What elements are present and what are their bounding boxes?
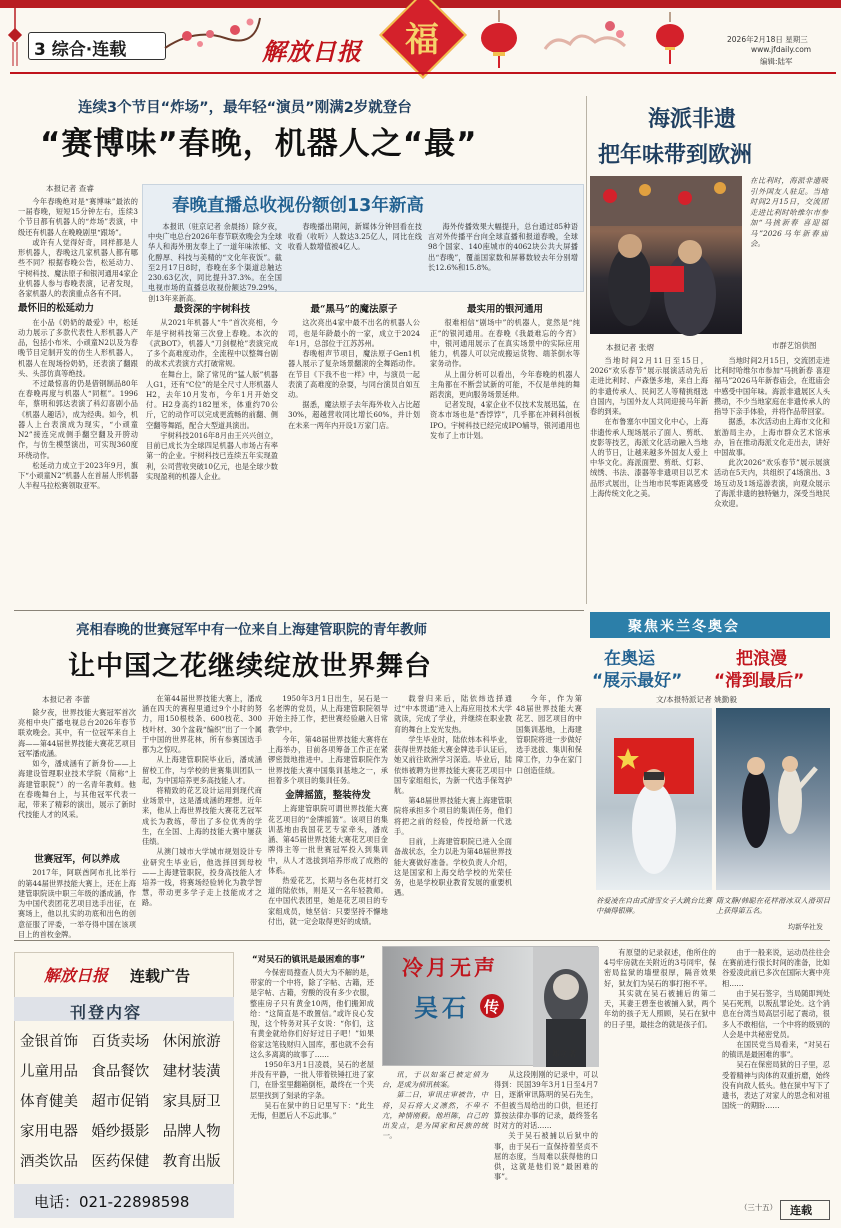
second-paragraph: 如今，潘成涵有了新身份——上海建设管理职业技术学院（简称“上海建管职院”）的一名青年教师。他在春晚舞台上，与其他冠军代表一起，带来了精彩的演出，展示了新时代技能人才的风采。 bbox=[18, 759, 136, 820]
second-byline: 本报记者 李蕾 bbox=[42, 695, 90, 704]
section-divider bbox=[14, 610, 584, 611]
haipai-title-1: 海派非遗 bbox=[648, 107, 737, 132]
serial-paragraph: 讯，于以如案已被定偵为台，是成为偵讯核案。 bbox=[382, 1070, 488, 1090]
second-paragraph: 目前，上海建管职院已进入全面备战状态，全力以赴为第48届世界技能大赛做好准备。学校负责人介绍，这是国家和上海交给学校的光荣任务，也是学校职业教育发展的重要机遇。 bbox=[394, 837, 512, 898]
haipai-paragraph: 当地时间2月11日至15日，2026“欢乐春节”展示展演活动先后走进比利时、卢森堡多地，来自上海的非遗传承人、民间艺人等精挑细选自国内，与国外友人共同迎接马年新春的到来。 bbox=[590, 356, 708, 417]
second-column-5 bbox=[516, 694, 582, 934]
serial-column-2 bbox=[382, 1070, 488, 1218]
serial-paragraph: 在国民党当局看来，“对吴石的镇讯是最困难的事”。 bbox=[722, 1039, 830, 1060]
ad-category: 食品餐饮 bbox=[91, 1064, 150, 1080]
column-rule bbox=[586, 96, 587, 604]
info-paragraph: 本报讯（驻京记者 余晨扬）除夕夜，中央广电总台2026年春节联欢晚会为全球华人和海外朋友奉上了一道年味浓郁、文化醇厚、科技与美精的“文化年夜饭”。截至2月17日8时，春晚在多个渠道总触达230.63亿次，同比提升37.3%。在全国电视市场的直播总收视份额达79.29%，创13年来新高。 bbox=[148, 222, 282, 303]
ad-category: 百货卖场 bbox=[91, 1034, 150, 1050]
serial-paragraph: 吴石在保密局狱的日子里，忍受着精神与肉体的双重折磨，始终没有向敌人低头。他在狱中写下了遗书，表达了对家人的思念和对祖国统一的期盼…… bbox=[722, 1060, 830, 1111]
second-paragraph: 除夕夜，世界技能大赛冠军首次亮相中央广播电视总台2026年春节联欢晚会。其中，有一位冠军来自上海——第44届世界技能大赛花艺项目冠军潘成涵。 bbox=[18, 708, 136, 758]
serial-column-1 bbox=[250, 968, 374, 1218]
info-paragraph: 海外传播效果大幅提升，总台通过85种语言对外传播平台向全球直播和报道春晚，全球98个国家、140座城市的4062块公共大屏播出“春晚”，覆盖国家数和屏幕数较去年分别增长12.6%和15.8%。 bbox=[428, 222, 578, 272]
masthead-divider bbox=[10, 72, 836, 74]
haipai-column-1 bbox=[590, 356, 708, 606]
lead-byline: 本报记者 查睿 bbox=[46, 184, 94, 193]
fu-character: 福 bbox=[405, 20, 439, 60]
haipai-column-2 bbox=[714, 356, 830, 606]
lead-paragraph: 在小品《奶奶的最爱》中，松延动力展示了多款代表性人形机器人产品，包括小布米、小顽童N2以及为春晚节目定制开发的仿生人形机器人，机器人在现场扮奶奶，还表演了翻跟头、头部仿真等绝技。 bbox=[18, 317, 138, 378]
lead-paragraph: 很难相信“剧场中”的机器人，竟然是“纯正”的银河通用。在春晚《我最难忘的今宵》中，银河通用展示了在真实场景中的实际应用能力，机器人可以完成搬运货物、端茶倒水等家务动作。 bbox=[430, 318, 580, 369]
serial-page-number: （三十五） bbox=[740, 1203, 777, 1212]
serial-paragraph: 1950年3月1日凌晨，吴石的老屋并没有平静，一批人带着铁锤扛进了家门，在卧室里翻箱倒柜，最终在一个夹层里找到了刻录的字条。 bbox=[250, 1059, 374, 1100]
serial-paragraph: 从这段刚刚的记录中，可以得到：民国39年3月1日至4月7日，逐渐审讯陈明的吴石先生，不但被当局给出的口供，但还打算按法律办事的记录，最终签名时对方的对话…… bbox=[494, 1070, 598, 1131]
ad-category: 酒类饮品 bbox=[20, 1154, 78, 1170]
haipai-paragraph: 当地时间2月15日，交流团走进比利时哈维尔市参加“马挑新春 喜迎福马”2026马年新春庙会，在逛庙会中感受中国年味。海派非遗展区人头攒动，不少当地家庭在非遗传承人的指导下亲手体验，并将作品带回家。 bbox=[714, 356, 830, 417]
subhead-mofa: 最“黑马”的魔法原子 bbox=[310, 304, 398, 315]
ad-title: 连载广告 bbox=[130, 967, 191, 985]
lead-column-4 bbox=[430, 300, 580, 605]
winter-photo-credit: 均新华社发 bbox=[788, 923, 823, 931]
second-paragraph: 载誉归来后，陆依炜选择通过“中本贯通”进入上海应用技术大学就读，完成了学业，并继续在职业教育的舞台上发光发热。 bbox=[394, 694, 512, 734]
serial-title-2: 吴石 bbox=[414, 994, 470, 1022]
second-kicker: 亮相春晚的世赛冠军中有一位来自上海建管职院的青年教师 bbox=[76, 622, 427, 638]
second-paragraph: 今年，第48届世界技能大赛将在上海举办，目前各项筹备工作正在紧锣密鼓地推进中。上海建管职院作为世界技能大赛中国集训基地之一，承担着多个项目的集训任务。 bbox=[268, 734, 388, 785]
knot-decoration-icon bbox=[8, 8, 22, 68]
lead-paragraph: 或许有人觉得好奇，同样都是人形机器人，春晚这几家机器人都有哪些不同？根据春晚公告，松延动力、宇树科技、魔法原子和银河通用4家企业机器人参与春晚表演，记者发现，各家机器人的表演重点各有不同。 bbox=[18, 237, 138, 298]
ad-category: 儿童用品 bbox=[20, 1064, 78, 1080]
lead-paragraph: 这次亮出4家中最不出名的机器人公司，也是年龄最小的一家，成立于2024年1月，总部位于江苏苏州。 bbox=[288, 318, 420, 348]
masthead bbox=[0, 0, 841, 78]
serial-paragraph: 关于吴石被捕以后狱中的事，由于吴石一直保持着坚贞不屈的态度，当局难以获得他的口供，这就是他们说“最困难的事”。 bbox=[494, 1131, 598, 1182]
editor-credit: 编辑:陆军 bbox=[760, 57, 793, 66]
second-paragraph: 从上海建管职院毕业后，潘成涵留校工作，与学校的世赛集训团队一起，为中国培养更多高技能人才。 bbox=[142, 755, 262, 785]
winter-caption-left: 谷爱凌在自由式滑雪女子大跳台比赛中摘得银牌。 bbox=[596, 896, 712, 916]
winter-photo-right bbox=[716, 708, 830, 890]
second-paragraph: 2017年，阿联酋阿布扎比举行的第44届世界技能大赛上，还在上海建管职院读中职三年级的潘成涵，作为中国代表团花艺项目选手出征，在赛场上，他以扎实的功底和出色的创意征服了评委，一举夺得中国在该项目上的首枚金牌。 bbox=[18, 868, 136, 939]
ad-category-grid bbox=[14, 1026, 234, 1196]
lead-paragraph: 松延动力成立于2023年9月，旗下“小顽童N2”机器人在首届人形机器人半程马拉松赛领取亚军。 bbox=[18, 460, 138, 491]
ad-category: 家具厨卫 bbox=[162, 1094, 221, 1110]
ad-category: 建材装潢 bbox=[162, 1064, 221, 1080]
lead-headline: “赛博味”春晚，机器人之“最” bbox=[40, 126, 478, 162]
info-box-col-2 bbox=[288, 222, 422, 288]
haipai-photo-credit: 市群艺馆供图 bbox=[772, 341, 817, 350]
page-label-text: 3 综合·连载 bbox=[34, 40, 127, 60]
ad-category: 体育健美 bbox=[20, 1094, 78, 1110]
second-column-1 bbox=[18, 708, 136, 850]
haipai-paragraph: 此次2026“欢乐春节”展示展演活动在5天内，共组织了4场演出、3场互动及1场巡游表演，向观众展示了海派非遗的独特魅力，深受当地民众欢迎。 bbox=[714, 458, 830, 509]
serial-title-1: 冷月无声 bbox=[402, 956, 498, 980]
lead-paragraph: 在舞台上，除了常见的“猛人版”机器人G1，还有“C位”的是全尺寸人形机器人H2，去年10月发布，今年1月开始交付。H2身高约182厘米，体重约70公斤，它的动作可以完成更流畅的前翻、侧空翻等舞蹈，配合大型道具演出。 bbox=[146, 369, 278, 430]
lead-paragraph: 不过最惊喜的仍是借钢制品80年在春晚再度与机器人“同框”。1996年，蔡明和郭达表演了科幻喜剧小品《机器人趣话》，成为经典。如今，机器人上台表演成为现实，“小顽童N2”接连完成侧手翻空翻及开胯动作，与仿生模型演出，可实现360度环绕动作。 bbox=[18, 378, 138, 460]
serial-quote-title: “对吴石的镇讯是最困难的事” bbox=[252, 955, 366, 965]
second-column-2 bbox=[142, 694, 262, 934]
second-paragraph: 第48届世界技能大赛上海建管职院将承担多个项目的集训任务，他们将把之前的经验，传授给新一代选手。 bbox=[394, 796, 512, 836]
subhead-shisai: 世赛冠军，何以养成 bbox=[34, 854, 120, 865]
haipai-photo-caption: 在比利时，海派非遗吸引外国友人驻足。当地时间2月15日，交流团走进比利时哈维尔市参加“马挑新春 喜迎福马”2026马年新春庙会。 bbox=[750, 176, 828, 249]
winter-banner-text: 聚焦米兰冬奥会 bbox=[628, 619, 740, 635]
serial-paragraph: 其实就在吴石被捕后的第二天，其妻王碧奎也被捕入狱，两个年幼的孩子无人照顾，吴石在狱中的日子里，最挂念的就是孩子们。 bbox=[604, 988, 716, 1029]
subhead-jinpai: 金牌摇篮，整装待发 bbox=[285, 789, 371, 801]
lead-paragraph: 从上面分析可以看出，今年春晚的机器人主角都在不断尝试新的可能，不仅是单纯的舞蹈表演，更向服务场景延伸。 bbox=[430, 369, 580, 400]
haipai-paragraph: 据悉，本次活动由上海市文化和旅游局主办，上海市群众艺术馆承办，旨在推动海派文化走出去，讲好中国故事。 bbox=[714, 417, 830, 457]
lead-column-1 bbox=[18, 197, 138, 605]
haipai-paragraph: 在布鲁塞尔中国文化中心，上海非遗传承人现场展示了面人、剪纸、皮影等技艺，海派文化活动融入当地人的节日，让越来越多外国友人爱上中华文化。海派面塑、剪纸、灯彩、绒绣、书法、漆器等非遗项目以艺术品形式展出，让当地市民零距离感受上海传统文化之美。 bbox=[590, 417, 708, 498]
winter-caption-right: 隋文静/韩聪在花样滑冰双人滑项目上获得第五名。 bbox=[716, 896, 830, 916]
ad-subtitle: 刊登内容 bbox=[70, 1003, 143, 1022]
winter-photo-left bbox=[596, 708, 712, 890]
cloud-decoration-icon bbox=[540, 14, 640, 64]
info-paragraph: 春晚播出期间，新媒体分钟回看在技收看（收听）人数达3.25亿人，同比在线收看人数增值被4亿人。 bbox=[288, 222, 422, 252]
ad-category: 金银首饰 bbox=[20, 1034, 78, 1050]
lead-column-3 bbox=[288, 300, 420, 605]
ad-category: 教育出版 bbox=[162, 1154, 221, 1170]
second-paragraph: 从澳门城市大学城市规划设计专业研究生毕业后，他选择回到母校——上海建管职院，投身高技能人才培养一线，将赛场经验转化为教学智慧，带动更多学子走上技能成才之路。 bbox=[142, 847, 262, 908]
winter-byline: 文/本报特派记者 姚勤毅 bbox=[656, 695, 737, 704]
footer-tag: 连载 bbox=[790, 1204, 812, 1217]
lantern-icon bbox=[650, 12, 690, 68]
serial-column-4 bbox=[604, 948, 716, 1218]
serial-paragraph: 吴石在狱中的日记里写下：“此生无悔，但愿后人不忘此事。” bbox=[250, 1100, 374, 1121]
subhead-songyan: 最怀旧的松延动力 bbox=[18, 303, 95, 315]
ad-category: 医药保健 bbox=[91, 1154, 150, 1170]
ad-category: 品牌人物 bbox=[162, 1124, 221, 1140]
info-box-col-3 bbox=[428, 222, 578, 288]
serial-paragraph: 今保密局搜查人员大为不解的是，带家的一个中将，除了字帖、古籍，还是字帖、古籍，穷酸的没有多少衣服，整座房子只有黄金10两，他们搬卸成给：“这简直是不敢置信。”或许良心发现，这个特务对其子女说：“你们，这有黄金就给你们好好过日子吧！”如果俗家这笔钱财归入国库，那也就不会有这么多离离的故事了…… bbox=[250, 968, 374, 1059]
second-column-1b bbox=[18, 850, 136, 939]
lantern-icon bbox=[474, 10, 524, 70]
haipai-photo bbox=[590, 176, 742, 334]
second-paragraph: 热爱花艺，长期与各色花材打交道的陆依炜，则是又一名年轻教师。在中国代表团里，她是花艺项目的专家组成员，她坚信：只要坚持不懈地付出，就一定会取得更好的成绩。 bbox=[268, 875, 388, 926]
lead-kicker: 连续3个节目“炸场”，最年轻“演员”刚满2岁就登台 bbox=[78, 100, 412, 116]
haipai-title-2: 把年味带到欧洲 bbox=[598, 143, 753, 168]
winter-title-left-1: 在奥运 bbox=[604, 649, 655, 669]
second-paragraph: 在第44届世界技能大赛上，潘成涵在四天的赛程里通过9个小时的努力，用150根枝条、600枝花、300枝叶材、30个盆栽“编织”出了一个属于中国的世界花林，所有参赛国选手都为之惊叹。 bbox=[142, 694, 262, 755]
ad-category: 休闲旅游 bbox=[162, 1034, 221, 1050]
lead-paragraph: 记者发现，4家企业不仅技术发展迅猛，在资本市场也是“香饽饽”，几乎都在冲刺科创板IPO。宇树科技已经完成IPO辅导，银河通用也发布了上市计划。 bbox=[430, 400, 580, 440]
lead-intro: 今年春晚绝对是“赛博味”最浓的一届春晚，短短15分钟左右，连续3个节目都有机器人的“炸场”表演，中级还有机器人在晚晚剧里“跟场”。 bbox=[18, 197, 138, 237]
winter-title-left-2: “展示最好” bbox=[592, 671, 683, 691]
second-paragraph: 1950年3月1日出生，吴石是一名老牌的党员，从上海建管职院领导开始主持工作，把世赛经验融入日常教学中。 bbox=[268, 694, 388, 734]
serial-column-3 bbox=[494, 1070, 598, 1218]
serial-paragraph: 有原望的记录叙述，他所住的4号牢房就在关附近的3号同牢，保密局监狱的墙壁很厚，隔音效果好，狱友们为吴石的事打抱不平。 bbox=[604, 948, 716, 988]
subhead-yinhe: 最实用的银河通用 bbox=[466, 304, 543, 315]
lead-paragraph: 从2021年机器人“牛”首次亮相，今年是宇树科技第三次登上春晚。本次的《武BOT》，机器人“刀剑棍枪”表演完成了多个高难度动作，全流程中以整舞台剧的战术式表演方式打破常规。 bbox=[146, 318, 278, 369]
second-paragraph: 今年，作为第48届世界技能大赛花艺、园艺项目的中国集训基地，上海建管职院将进一步做好选手选拔、集训和保障工作，力争在家门口创造佳绩。 bbox=[516, 694, 582, 775]
serial-paragraph: 由于吴石签字，当局随即判处吴石死刑，以叛乱罪论处。这个消息在台湾当局高层引起了震动，很多人不敢相信，一个中将的级别的人会是中共秘密党员。 bbox=[722, 988, 830, 1039]
lead-paragraph: 据悉，魔法原子去年海外收入占比超30%，超越营收同比增长60%，并计划在未来一两年内开设1万家门店。 bbox=[288, 400, 420, 430]
ad-category: 家用电器 bbox=[20, 1124, 78, 1140]
info-box-headline: 春晚直播总收视份额创13年新高 bbox=[172, 196, 424, 216]
second-paragraph: 学生毕业时，陆依炜本科毕业，获得世界技能大赛金牌选手认证后，她又前往欧洲学习深造。毕业后，陆依炜被聘为世界技能大赛花艺项目中国专家组组长，为新一代选手保驾护航。 bbox=[394, 734, 512, 795]
serial-author: 郑立 著 bbox=[552, 1049, 577, 1058]
serial-paragraph: 由于一般来说，运动员往往会在赛前进行很长时间的准备，比如谷爱凌此前已多次在国际大赛中亮相…… bbox=[722, 948, 830, 988]
ad-paper-logo: 解放日报 bbox=[44, 966, 109, 985]
ad-category: 婚纱摄影 bbox=[91, 1124, 150, 1140]
second-column-3 bbox=[268, 694, 388, 934]
lead-paragraph: 宇树科技2016年8月由王兴兴创立，目前已成长为全球四足机器人市场占有率第一的企业。宇树科技已连续五年实现盈利，公司营收突破10亿元，也是全球少数实现盈利的机器人企业。 bbox=[146, 430, 278, 481]
serial-paragraph: 第二日，审讯庄审被告，中将，吴石将大义凛然，不卑不亢，神情刚毅。他坦陈，自己的出发点，是为国家和民族的统一。 bbox=[382, 1090, 488, 1141]
date-line: 2026年2月18日 星期三 bbox=[727, 35, 808, 44]
paper-logo: 解放日报 bbox=[262, 37, 362, 66]
second-paragraph: 将精致的花艺设计运用到现代商业场景中，这是潘成涵的理想。近年来，他从上海世界技能大赛花艺冠军成长为教练，带出了多位优秀的学生，在全国、上海的技能大赛中屡获佳绩。 bbox=[142, 785, 262, 847]
winter-title-right-1: 把浪漫 bbox=[736, 649, 787, 669]
ad-category: 超市促销 bbox=[91, 1094, 150, 1110]
second-column-4 bbox=[394, 694, 512, 934]
haipai-byline: 本报记者 张熠 bbox=[606, 343, 654, 352]
ad-phone: 电话：021-22898598 bbox=[34, 1193, 190, 1211]
subhead-yushu: 最资深的宇树科技 bbox=[173, 304, 250, 315]
lead-column-2 bbox=[146, 300, 278, 605]
plum-blossom-icon bbox=[165, 8, 260, 68]
second-paragraph: 上海建管职院可谓世界技能大赛花艺项目的“金牌摇篮”。该项目的集训基地由我国花艺专家牵头，潘成涵、第45届世界技能大赛花艺项目金牌得主等一批世赛冠军投入到集训中，从人才选拔到培养形成了成熟的体系。 bbox=[268, 804, 388, 875]
serial-badge-text: 传 bbox=[484, 998, 500, 1016]
serial-column-5 bbox=[722, 948, 830, 1196]
second-headline: 让中国之花继续绽放世界舞台 bbox=[68, 651, 432, 682]
info-box-col-1 bbox=[148, 222, 282, 303]
lead-paragraph: 春晚相声节项目，魔法原子Gen1机器人展示了复杂场景翻滚的全舞蹈动作。在节目《下我不也一样》中，与演员一起表演了高难度的杂耍，与同台演员自如互动。 bbox=[288, 349, 420, 400]
website: www.jfdaily.com bbox=[751, 45, 812, 54]
section-divider bbox=[14, 940, 830, 941]
winter-title-right-2: “滑到最后” bbox=[714, 671, 805, 691]
